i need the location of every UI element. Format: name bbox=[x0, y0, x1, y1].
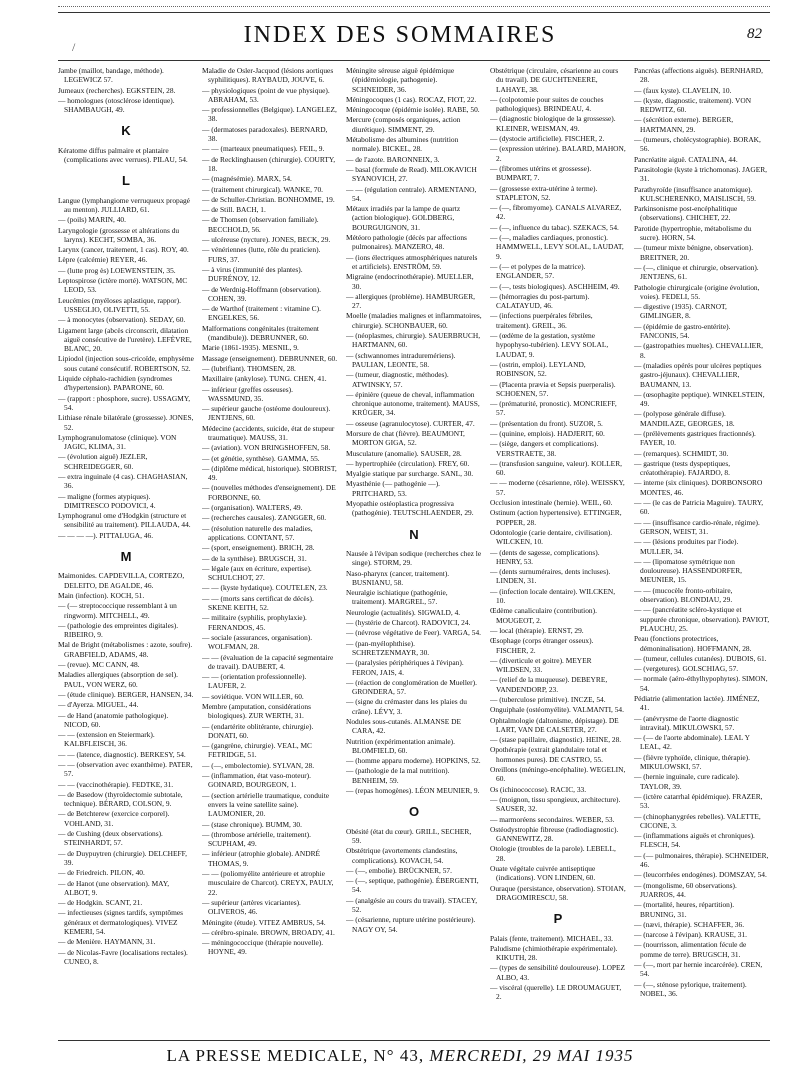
index-entry: — (— pulmonaires, thérapie). SCHNEIDER, 46. bbox=[634, 850, 769, 870]
index-entry: Occlusion intestinale (hernie). WEIL, 60. bbox=[490, 498, 613, 508]
index-entry: Maladies allergiques (absorption de sel). PAUL, VON WERZ, 60. bbox=[58, 670, 178, 689]
index-entry: — épinière (queue de cheval, inflammation chronique autonome, traitement). MAUSS, KRÜGER, 34. bbox=[346, 389, 480, 418]
index-entry: — sociale (assurances, organisation). WOLFMAN, 28. bbox=[202, 632, 313, 652]
index-entry: Maxillaire (ankylose). TUNG. CHEN, 41. bbox=[202, 374, 327, 384]
index-entry: — (expression utérine). BALARD, MAHON, 2. bbox=[490, 144, 626, 163]
index-entry: — (infection locale dentaire). WILCKEN, 10. bbox=[490, 586, 616, 606]
index-entry: — (remarques). SCHMIDT, 30. bbox=[634, 448, 729, 458]
index-entry: — (sport, enseignement). BRICH, 28. bbox=[202, 543, 315, 553]
index-entry: Parkinsonisme post-encéphalitique (observations). CHICHET, 22. bbox=[634, 204, 738, 223]
index-entry: — cérébro-spinale. BROWN, BROADY, 41. bbox=[202, 927, 335, 937]
index-entry: — (colpotomie pour suites de couches pathologiques). BRINDEAU, 4. bbox=[490, 94, 604, 114]
index-entry: — (chinophanygrées rebelles). VALETTE, CICONE, 3. bbox=[634, 811, 761, 830]
index-entry: — (infections puerpérales fébriles, traitement). GREIL, 36. bbox=[490, 311, 593, 330]
index-entry: — (— de l'aorte abdominale). LEAL Y LEAL, 42. bbox=[634, 733, 750, 752]
index-entry: — (stase chronique). BUMM, 30. bbox=[202, 819, 302, 829]
index-entry: Marie (1861-1935). MESNIL, 9. bbox=[202, 343, 299, 353]
index-entry: — (dystocie artificielle). FISCHER, 2. bbox=[490, 134, 605, 144]
index-entry: Mercure (composés organiques, action diurétique). SIMMENT, 29. bbox=[346, 115, 461, 134]
index-entry: — (—, maladies cardiaques, pronostic). HAMMWELL, LEVY SOLAL, LAUDAT, 9. bbox=[490, 233, 624, 261]
index-entry: — de Hand (anatomie pathologique). NICOD, 60. bbox=[58, 710, 169, 729]
index-entry: Lipiodol (injection sous-cricoïde, emphysème sous cutané consécutif. ROBERTSON, 52. bbox=[58, 354, 194, 373]
index-entry: — — (vaccinothérapie). FEDTKE, 31. bbox=[58, 779, 174, 789]
index-column bbox=[202, 66, 338, 1026]
index-entry: Œsophage (corps étranger osseux). FISCHER, 2. bbox=[490, 636, 594, 655]
index-entry: — (néoplasmes, chirurgie). SAUERBRUCH, HARTMANN, 60. bbox=[346, 331, 481, 350]
index-entry: — de Duypuytren (chirurgie). DELCHEFF, 39. bbox=[58, 848, 187, 867]
index-entry: — (épidémie de gastro-entérite). FANCONIS, 54. bbox=[634, 321, 731, 341]
section-letter: N bbox=[409, 526, 419, 542]
index-entry: — (gastropathies mueltes). CHEVALLIER, 8. bbox=[634, 341, 763, 360]
index-entry: — — (marteaux pneumatiques). FEIL, 9. bbox=[202, 144, 325, 154]
index-entry: — ulcéreuse (nycture). JONES, BECK, 29. bbox=[202, 235, 331, 245]
index-entry: — — — —). PITTALUGA, 46. bbox=[58, 530, 154, 540]
index-entry: — (revue). MC CANN, 48. bbox=[58, 660, 140, 670]
index-entry: — (traitement chirurgical). WANKE, 70. bbox=[202, 184, 324, 194]
index-entry: — gastrique (tests dyspeptiques, créatothérapie). FAJARDO, 8. bbox=[634, 458, 731, 478]
index-entry: — (dents de sagesse, complications). HENRY, 53. bbox=[490, 547, 600, 566]
index-entry: — (vergetures). GOLSCHIAG, 57. bbox=[634, 664, 739, 674]
index-entry: Paludisme (chimiothérapie expérimentale). KIKUTH, 28. bbox=[490, 943, 618, 963]
index-entry: Larynx (cancer, traitement, 1 cas). ROY, 40. bbox=[58, 245, 189, 255]
index-entry: Obésité (état du cœur). GRILL, SECHER, 59. bbox=[346, 826, 472, 845]
index-entry: Jambe (maillot, bandage, méthode). LEGEWICZ 57. bbox=[58, 66, 164, 85]
index-entry: — à monocytes (observation). SEDAY, 60. bbox=[58, 315, 186, 325]
index-entry: — basal (formule de Read). MILOKAVICH SYANOVICH, 27. bbox=[346, 164, 477, 184]
index-entry: Pédiatrie (alimentation lactée). JIMÉNEZ, 41. bbox=[634, 694, 760, 713]
index-entry: — (mortalité, heures, répartition). BRUNING, 31. bbox=[634, 900, 735, 919]
margin-mark: / bbox=[72, 40, 76, 54]
index-entry: — (schwannomes intraduremériens). PAULIAN, LEONTE, 58. bbox=[346, 350, 456, 369]
index-entry: Métabolisme des albumines (nutrition normale). BICKEL, 28. bbox=[346, 135, 459, 154]
index-entry: — (tumeur mixte bénigne, observation). BREITNER, 20. bbox=[634, 243, 754, 262]
index-entry: — (moignon, tissu spongieux, architecture). SAUSER, 32. bbox=[490, 794, 621, 814]
footer-journal: LA PRESSE MEDICALE bbox=[166, 1046, 363, 1065]
index-entry: — vénériennes (lutte, rôle du praticien). FURS, 37. bbox=[202, 245, 321, 264]
index-entry: — de Basedow (thyroïdectomie subtotale, technique). BÉRARD, COLSON, 9. bbox=[58, 789, 183, 809]
index-entry: — supérieur (artères vicariantes). OLIVEROS, 46. bbox=[202, 897, 301, 917]
index-entry: — — (insuffisance cardio-rénale, régime). GERSON, WEIST, 31. bbox=[634, 517, 760, 536]
index-columns bbox=[58, 66, 770, 1026]
index-entry: Oreillons (méningo-encéphalite). WEGELIN, 60. bbox=[490, 765, 626, 784]
index-entry: — (stase papillaire, diagnostic). HEINE, 28. bbox=[490, 735, 622, 745]
index-entry: Ouraque (persistance, observation). STOIAN, DRAGOMIRESCU, 58. bbox=[490, 883, 626, 902]
index-entry: — (diverticule et goitre). MEYER WILDSEN, 33. bbox=[490, 655, 592, 675]
index-entry: Lèpre (calcémie) REYER, 46. bbox=[58, 255, 148, 265]
index-entry: Jumeaux (recherches). EGKSTEIN, 28. bbox=[58, 85, 176, 95]
index-entry: — — (kyste hydatique). COUTELEN, 23. bbox=[202, 583, 328, 593]
index-entry: Ouate végétale cuivrée antiseptique (indications). VON LINDEN, 60. bbox=[490, 864, 596, 883]
index-entry: Pathologie chirurgicale (origine évolution, voies). FEDELI, 55. bbox=[634, 282, 760, 301]
index-entry: — (inflammations aiguës et chroniques). FLESCH, 54. bbox=[634, 831, 755, 850]
index-entry: Massage (enseignement). DEBRUNNER, 60. bbox=[202, 353, 338, 363]
index-entry: — (magnésémie). MARX, 54. bbox=[202, 174, 292, 184]
index-entry: — (— et polypes de la matrice). ENGLANDER, 57. bbox=[490, 261, 586, 281]
index-entry: — (névrose végétative de Feer). VARGA, 54. bbox=[346, 628, 481, 638]
index-entry: — (rapport : phosphore, sucre). USSAGMY, 54. bbox=[58, 393, 191, 412]
index-entry: Obstétrique (circulaire, césarienne au cours du travail). DE GUCHTENEERE, LAHAYE, 38. bbox=[490, 66, 619, 94]
index-entry: — (diagnostic biologique de la grossesse). KLEINER, WEISMAN, 49. bbox=[490, 114, 616, 133]
index-entry: — légale (aux en écriture, expertise). SCHULCHOT, 27. bbox=[202, 563, 312, 583]
index-entry: — (pan-myélophthise). SCHRETZENMAYR, 30. bbox=[346, 638, 430, 657]
index-entry: — (faux kyste). CLAVELIN, 10. bbox=[634, 85, 732, 95]
index-entry: Parasitologie (kyste à trichomonas). JAGER, 31. bbox=[634, 164, 768, 184]
index-entry: Musculature (anomalie). SAUSER, 28. bbox=[346, 448, 462, 458]
index-entry: — d'Ayerza. MIGUEL, 44. bbox=[58, 700, 139, 710]
index-entry: Métaux irradiés par la lampe de quartz (action biologique). GOLDBERG, BOURGUIGNON, 31. bbox=[346, 204, 461, 232]
index-entry: Maladie de Osler-Jacquod (lésions aortiques syphilitiques). RAYBAUD, JOUVE, 6. bbox=[202, 66, 334, 85]
index-entry: — (transfusion sanguine, valeur). KOLLER, 60. bbox=[490, 458, 622, 478]
index-entry: Ostinum (action hypertensive). ETTINGER, POPPER, 28. bbox=[490, 508, 622, 527]
index-entry: — physiologiques (point de vue physique). ABRAHAM, 53. bbox=[202, 85, 330, 104]
index-entry: Otologie (troubles de la parole). LEBELL, 28. bbox=[490, 844, 616, 863]
index-entry: Obstétrique (avortements clandestins, complications). KOVACH, 54. bbox=[346, 846, 458, 865]
top-dotted-rule bbox=[58, 6, 770, 7]
index-entry: — — (orientation professionnelle). LAUFER, 2. bbox=[202, 672, 307, 691]
index-entry: Migraine (endocrinothérapie). MUELLER, 30. bbox=[346, 272, 474, 291]
index-entry: — allergiques (problème). HAMBURGER, 27. bbox=[346, 291, 475, 311]
index-entry: Malformations congénitales (traitement (mandibule)). DEBRUNNER, 60. bbox=[202, 323, 319, 343]
index-entry: — (signe du crémaster dans les plaies du crâne). LÉVY, 3. bbox=[346, 697, 467, 716]
index-entry: — hypertrophiée (circulation). FREY, 60. bbox=[346, 458, 470, 468]
index-entry: — (mongolisme, 60 observations). JUARROS, 44. bbox=[634, 880, 737, 899]
index-entry: — de Thomsen (observation familiale). BECCHOLD, 56. bbox=[202, 215, 319, 234]
index-entry: — local (thérapie). ERNST, 29. bbox=[490, 625, 584, 635]
index-entry: Myalgie statique par surcharge. SANL, 30. bbox=[346, 469, 474, 479]
index-entry: Opothérapie (extrait glandulaire total et hormones pures). DE CASTRO, 55. bbox=[490, 745, 607, 764]
index-entry: — osseuse (agranulocytose). CURTER, 47. bbox=[346, 418, 475, 428]
index-entry: — (section artérielle traumatique, conduite envers la veine satellite saine). LAUMONIER, 20. bbox=[202, 790, 330, 819]
index-entry: — (inflammation, état vaso-moteur). GOINARD, BOURGEON, 1. bbox=[202, 771, 311, 790]
index-entry: — (résolution naturelle des maladies, applications. CONTANT, 57. bbox=[202, 523, 313, 542]
section-letter: K bbox=[121, 123, 131, 139]
section-letter: L bbox=[122, 173, 130, 189]
index-entry: — (siège, dangers et complications). VERSTRAETE, 38. bbox=[490, 439, 599, 458]
index-entry: Lymphogranul ome d'Hodgkin (structure et sensibilité au traitement). PILLAUDA, 44. bbox=[58, 511, 191, 530]
index-entry: Liquide céphalo-rachidien (syndromes d'hypertension). PAPARONE, 60. bbox=[58, 374, 173, 393]
index-entry: — (tumeur, diagnostic, méthodes). ATWINSKY, 57. bbox=[346, 370, 449, 389]
index-entry: — (leucorrhées endogènes). DOMSZAY, 54. bbox=[634, 870, 767, 880]
index-entry: — (relief de la muqueuse). DEBEYRE, VANDENDORP, 23. bbox=[490, 675, 608, 694]
index-entry: — — (évaluation de la capacité segmentaire de travail). DAUBERT, 4. bbox=[202, 652, 334, 671]
index-entry: Palais (fente, traitement). MICHAEL, 33. bbox=[490, 933, 614, 943]
index-entry: — (—, clinique et chirurgie, observation). JENTJENS, 61. bbox=[634, 262, 759, 282]
index-entry: Méningocoque (épidémie isolée). RABE, 50. bbox=[346, 105, 480, 115]
index-entry: — (prélèvements gastriques fractionnés). FAYER, 10. bbox=[634, 428, 756, 448]
index-entry: — (ions électriques atmosphériques naturels et artificiels). ENSTRÖM, 59. bbox=[346, 252, 478, 271]
index-entry: — viscéral (querelle). LE DROUMAGUET, 2. bbox=[490, 983, 622, 1002]
index-entry: — (fibromes utérins et grossesse). BUMPART, 7. bbox=[490, 163, 592, 183]
index-entry: Leucémies (myéloses aplastique, rappor). USSEGLIO, OLIVETTI, 55. bbox=[58, 295, 181, 314]
index-entry: Maimonides. CAPDEVILLA, CORTEZO, DELEITO, DE AGALDE, 46. bbox=[58, 571, 185, 590]
index-entry: — (thrombose artérielle, traitement). SCUPHAM, 49. bbox=[202, 829, 311, 849]
index-entry: — (— streptococcique ressemblant à un ringworm). MITCHELL, 49. bbox=[58, 601, 177, 620]
index-entry: — normale (aéro-éthylhypophytes). SIMON, 54. bbox=[634, 674, 768, 693]
index-entry: — (évolution aiguë) JEZLER, SCHREIDEGGER, 60. bbox=[58, 452, 148, 471]
index-entry: — (—, fibromyome). CANALS ALVAREZ, 42. bbox=[490, 203, 622, 222]
index-entry: — (césarienne, rupture utérine postérieure). NAGY OY, 54. bbox=[346, 915, 476, 934]
index-entry: — (quinine, emplois). HADJERIT, 60. bbox=[490, 428, 605, 438]
index-entry: — (Placenta prævia et Sepsis puerperalis). SCHOENEN, 57. bbox=[490, 379, 616, 398]
index-entry: — (analgésie au cours du travail). STACEY, 52. bbox=[346, 895, 478, 915]
page-title: INDEX DES SOMMAIRES bbox=[243, 22, 557, 48]
index-entry: — (dermatoses paradoxales). BERNARD, 38. bbox=[202, 124, 328, 144]
section-letter: O bbox=[408, 804, 420, 820]
index-entry: — (pathologie des empreintes digitales). RIBEIRO, 9. bbox=[58, 620, 179, 640]
index-entry: — (recherches causales). ZANGGER, 60. bbox=[202, 513, 327, 523]
index-entry: — (réaction de conglomération de Mueller). GRONDERA, 57. bbox=[346, 677, 477, 697]
index-entry: Ophtalmologie (daltonisme, dépistage). DE LART, VAN DE CALSETER, 27. bbox=[490, 715, 619, 734]
index-column bbox=[346, 66, 482, 1026]
index-entry: — de Cushing (deux observations). STEINHARDT, 57. bbox=[58, 829, 163, 848]
index-entry: — (œsophagite peptique). WINKELSTEIN, 49. bbox=[634, 389, 765, 409]
index-entry: — (homme apparu moderne). HOPKINS, 52. bbox=[346, 756, 481, 766]
index-entry: Neurologie (actualités). SIGWALD, 4. bbox=[346, 607, 461, 617]
index-entry: — de Hanot (une observation). MAY, ALBOT, 9. bbox=[58, 878, 170, 897]
page-number: 82 bbox=[747, 26, 762, 42]
index-entry: — (—, mort par hernie incarcérée). CREN, 54. bbox=[634, 960, 763, 979]
index-entry: — (diplôme médical, historique). SIOBRIST, 49. bbox=[202, 463, 337, 483]
index-entry: — (tumeur, cellules cutanées). DUBOIS, 61. bbox=[634, 653, 767, 663]
index-entry: — infectieuses (signes tardifs, symptômes généraux et dermatologiques). VIVEZ KEMERI, 54. bbox=[58, 908, 184, 937]
index-entry: — (endartérite oblitérante, chirurgie). DONATI, 60. bbox=[202, 721, 314, 740]
index-entry: — professionnelles (Belgique). LANGELEZ, 38. bbox=[202, 105, 337, 124]
index-entry: — (lutte prog ès) LOEWENSTEIN, 35. bbox=[58, 265, 176, 275]
index-entry: — — (lipomatose symétrique non douloureuse). HASSENDORFER, MEUNIER, 15. bbox=[634, 556, 743, 585]
index-entry: — (repas homogènes). LÉON MEUNIER, 9. bbox=[346, 786, 480, 796]
index-entry: — de Warthof (traitement : vitamine C). ENGELKES, 56. bbox=[202, 304, 321, 323]
index-entry: — supérieur gauche (ostéome douloureux). JENTJENS, 60. bbox=[202, 404, 331, 423]
index-entry: — — (latence, diagnostic). BERKESY, 54. bbox=[58, 749, 186, 759]
index-entry: Peau (fonctions protectrices, démoninalisation). HOFFMANN, 28. bbox=[634, 634, 752, 653]
index-entry: — de Betchterew (exercice corporel). VOHLAND, 31. bbox=[58, 809, 170, 828]
index-entry: — militaire (syphilis, prophylaxie). FERNANDOS, 45. bbox=[202, 613, 307, 632]
index-entry: — de Werdnig-Hoffmann (observation). COHEN, 39. bbox=[202, 284, 321, 303]
index-entry: — de Schuller-Christian. BONHOMME, 19. bbox=[202, 194, 335, 204]
index-entry: Météoro pathologie (décès par affections pulmonaires). MANZERO, 48. bbox=[346, 233, 467, 252]
index-entry: Main (infection). KOCH, 51. bbox=[58, 590, 145, 600]
index-entry: — (hémorragies du post-partum). CALATAYUD, 46. bbox=[490, 291, 590, 311]
index-entry: Leptospirose (ictère morté). WATSON, MC LEOD, 53. bbox=[58, 276, 188, 295]
index-entry: Membre (amputation, considérations biologiques). ZUR WERTH, 31. bbox=[202, 702, 311, 721]
index-entry: — homologues (otosclérose identique). SHAMBAUGH, 49. bbox=[58, 95, 175, 115]
index-entry: Parotide (hypertrophie, métabolisme du sucre). HORN, 54. bbox=[634, 223, 752, 243]
index-entry: — maligne (formes atypiques). DIMITRESCO PODOVICI, 4. bbox=[58, 491, 156, 510]
index-entry: Médecine (accidents, suicide, état de stupeur traumatique). MAUSS, 31. bbox=[202, 423, 335, 442]
index-entry: — (tumeurs, cholécystographie). BORAK, 56. bbox=[634, 135, 761, 154]
index-entry: — (—, influence du tabac). SZEKACS, 54. bbox=[490, 222, 619, 232]
index-entry: Odontologie (carie dentaire, civilisation). WILCKEN, 10. bbox=[490, 527, 613, 547]
index-entry: Langue (lymphangiome verruqueux propagé au menton). JULLIARD, 61. bbox=[58, 195, 190, 214]
footer-issue: N° 43, bbox=[373, 1046, 425, 1065]
index-entry: — interne (six cliniques). DORBONSORO MONTES, 46. bbox=[634, 478, 763, 497]
index-entry: — de Still. BACH, 1. bbox=[202, 205, 266, 215]
index-column bbox=[490, 66, 626, 1026]
index-entry: Onguiphale (ostéomyélite). VALMANTI, 54. bbox=[490, 705, 624, 715]
index-entry: Méningocoques (1 cas). ROCAZ, FIOT, 22. bbox=[346, 94, 477, 104]
index-entry: — (et génétie, synthèse). GAMMA, 55. bbox=[202, 453, 320, 463]
index-entry: — de Hodgkin. SCANT, 21. bbox=[58, 898, 143, 908]
index-entry: — (—, septique, pathogénie). ÉBERGENTI, 54. bbox=[346, 876, 479, 895]
index-entry: — (prématurité, pronostic). MONCRIEFF, 57. bbox=[490, 399, 617, 418]
index-entry: — (narcose à l'évipan). KRAUSE, 31. bbox=[634, 930, 747, 940]
index-entry: Méningite séreuse aiguë épidémique (épidémiologie, pathogenie). SCHNEIDER, 36. bbox=[346, 66, 455, 94]
index-entry: Lymphogranulomatose (clinique). VON JAGIC, KLIMA, 31. bbox=[58, 432, 177, 452]
footer-rule bbox=[58, 1040, 770, 1041]
index-entry: Kératome diffus palmaire et plantaire (complications avec verrues). PILAU, 54. bbox=[58, 145, 188, 165]
index-entry: — — (mucocèle fronto-orbitaire, observation). BLONDIAU, 29. bbox=[634, 585, 733, 605]
index-entry: — (nouvelles méthodes d'enseignement). DE FORBONNE, 60. bbox=[202, 483, 336, 502]
index-entry: — de l'azote. BARONNEIX, 3. bbox=[346, 154, 440, 164]
index-column bbox=[634, 66, 770, 1026]
index-entry: — (kyste, diagnostic, traitement). VON REDWITZ, 60. bbox=[634, 95, 752, 115]
index-entry: Moelle (maladies malignes et inflammatoires, chirurgie). SCHONBAUER, 60. bbox=[346, 311, 482, 330]
index-entry: Œdème canaliculaire (contribution). MOUGEOT, 2. bbox=[490, 606, 597, 625]
index-entry: — méningococcique (thérapie nouvelle). HOYNE, 49. bbox=[202, 938, 324, 957]
index-entry: — — (le cas de Patricia Maguire). TAURY, 60. bbox=[634, 498, 764, 517]
index-entry: — (hystérie de Charcot). RADOVICI, 24. bbox=[346, 618, 471, 628]
index-entry: — (gangrène, chirurgie). VEAL, MC FETRIDGE, 51. bbox=[202, 741, 312, 760]
index-entry: — — (observation avec exanthème). PATER, 57. bbox=[58, 760, 193, 779]
index-entry: Ligament large (abcès circonscrit, dilatation aiguë consécutive de l'uretère). LEFÈVRE, BLANC, 20. bbox=[58, 325, 192, 354]
index-entry: — inférieur (greffes osseuses). WASSMUND, 35. bbox=[202, 384, 293, 403]
index-entry: — (paralysies périphériques à l'évipan). FERON, JAIS, 4. bbox=[346, 658, 464, 677]
index-entry: Pancréas (affections aiguës). BERNHARD, 28. bbox=[634, 66, 763, 85]
index-entry: Méningite (étude). VITEZ AMBRUS, 54. bbox=[202, 917, 326, 927]
footer-date: MERCREDI, 29 MAI 1935 bbox=[429, 1046, 634, 1065]
index-entry: — de la synthèse). BRUGSCH, 31. bbox=[202, 553, 307, 563]
top-rule bbox=[58, 12, 770, 13]
index-entry: — (hernie inguinale, cure radicale). TAYLOR, 39. bbox=[634, 772, 740, 791]
index-entry: — — (poliomyélite antérieure et atrophie musculaire de Charcot). CREYX, PAULY, 22. bbox=[202, 869, 334, 897]
index-entry: Ostéodystrophie fibreuse (radiodiagnostic). GANNEWITZ, 28. bbox=[490, 824, 619, 844]
index-entry: — (ictère catarrhal épidémique). FRAZER, 53. bbox=[634, 791, 763, 811]
index-entry: — (présentation du front). SUZOR, 5. bbox=[490, 418, 603, 428]
index-entry: — (—, embolectomie). SYLVAN, 28. bbox=[202, 760, 315, 770]
index-entry: — (lubrifiant). THOMSEN, 28. bbox=[202, 363, 296, 373]
header-rule bbox=[58, 60, 770, 61]
index-entry: — (poils) MARIN, 40. bbox=[58, 215, 126, 225]
index-entry: — (fièvre typhoïde, clinique, thérapie). MIKULOWSKI, 57. bbox=[634, 752, 750, 772]
index-entry: — soviétique. VON WILLER, 60. bbox=[202, 691, 304, 701]
index-entry: Os (ichinococcose). RACIC, 33. bbox=[490, 784, 587, 794]
index-entry: Myasthénie (— pathogénie —). PRITCHARD, 53. bbox=[346, 479, 440, 498]
index-entry: — inférieur (atrophie globale). ANDRÉ THOMAS, 9. bbox=[202, 849, 321, 868]
index-entry: — (anévrysme de l'aorte diagnostic intravital). MIKULOWSKI, 57. bbox=[634, 713, 739, 732]
index-entry: Morsure de chat (fièvre). BEAUMONT, MORTON GIGA, 52. bbox=[346, 428, 465, 448]
index-entry: — (pathologie de la mal nutrition). BENHEIM, 59. bbox=[346, 766, 450, 785]
index-entry: — (œdème de la gestation, système hypophyso-tubérien). LEVY SOLAL, LAUDAT, 9. bbox=[490, 331, 609, 359]
index-entry: Neuralgie ischiatique (pathogénie, traitement). MARGREL, 57. bbox=[346, 588, 448, 607]
index-entry: — (—, tests biologiques). ASCHHEIM, 49. bbox=[490, 281, 620, 291]
index-entry: — extra inguinale (4 cas). CHAGHASIAN, 36. bbox=[58, 471, 188, 491]
index-entry: — — (régulation centrale). ARMENTANO, 54. bbox=[346, 184, 477, 203]
index-entry: — (—, embolie). BRÜCKNER, 57. bbox=[346, 865, 452, 875]
index-entry: — digestive (1935). CARNOT, GIMLINGER, 8. bbox=[634, 302, 727, 321]
section-letter: M bbox=[120, 549, 132, 565]
index-entry: — — (extension en Steiermark). KALBFLEISCH, 36. bbox=[58, 730, 155, 749]
index-entry: Laryngologie (grossesse et altérations du larynx). KECHT, SOMBA, 36. bbox=[58, 225, 180, 244]
index-entry: — — (pancréatite scléro-kystique et suppurée chronique, observation). PAVIOT, PLAUCHU, 25. bbox=[634, 605, 770, 633]
index-entry: — (dents surnuméraires, dents incluses). LINDEN, 31. bbox=[490, 567, 611, 586]
index-entry: — (nourrisson, alimentation fécule de pomme de terre). BRUGSCH, 31. bbox=[634, 940, 747, 959]
page-footer: LA PRESSE MEDICALE, N° 43, MERCREDI, 29 MAI 1935 bbox=[166, 1046, 634, 1065]
index-entry: Parathyroïde (insuffisance anatomique). KULSCHERENKO, MAISLISCH, 59. bbox=[634, 184, 756, 203]
index-entry: — (types de sensibilité douloureuse). LOPEZ ALBO, 43. bbox=[490, 963, 626, 982]
index-entry: — de Friedreich. PILON, 40. bbox=[58, 868, 145, 878]
index-entry: Nausée à l'évipan sodique (recherches chez le singe). STORM, 29. bbox=[346, 548, 482, 568]
index-entry: — (ostrin, emploi). LEYLAND, ROBINSON, 52. bbox=[490, 359, 586, 379]
index-entry: — de Recklinghausen (chirurgie). COURTY, 18. bbox=[202, 154, 336, 173]
index-entry: Mal de Bright (métabolismes : azote, soufre). GRABFIELD, ADAMS, 48. bbox=[58, 640, 193, 659]
index-entry: — (étude clinique). BERGER, HANSEN, 34. bbox=[58, 689, 194, 699]
index-entry: Nutrition (expérimentation animale). BLOMFIELD, 60. bbox=[346, 736, 455, 755]
index-entry: — marmoréens secondaires. WEBER, 53. bbox=[490, 814, 615, 824]
index-entry: — à virus (immunité des plantes). DUFRÉNOY, 12. bbox=[202, 264, 303, 284]
index-entry: — de Menière. HAYMANN, 31. bbox=[58, 937, 156, 947]
index-entry: — (—, sténose pylorique, traitement). NOBEL, 36. bbox=[634, 979, 747, 998]
index-entry: — de Nicolas-Favre (localisations rectales). CUNEO, 8. bbox=[58, 947, 188, 966]
index-entry: — (tuberculose primitive). INCZE, 54. bbox=[490, 695, 606, 704]
index-entry: — (organisation). WALTERS, 49. bbox=[202, 503, 303, 513]
index-entry: — — moderne (césarienne, rôle). WEISSKY, 57. bbox=[490, 478, 625, 497]
index-entry: — (grossesse extra-utérine à terme). STAPLETON, 52. bbox=[490, 183, 598, 202]
index-entry: Nodules sous-cutanés. ALMANSE DE CARA, 42. bbox=[346, 717, 461, 736]
index-entry: Naso-pharynx (cancer, traitement). BUSNIANU, 58. bbox=[346, 568, 450, 587]
index-entry: Myopathie ostéoplastica progressiva (pathogénie). TEUTSCHLAENDER, 29. bbox=[346, 499, 474, 518]
index-entry: Pancréatite aiguë. CATALINA, 44. bbox=[634, 154, 738, 164]
section-letter: P bbox=[553, 911, 563, 927]
index-entry: — (aviation). VON BRINGSHOFFEN, 58. bbox=[202, 443, 331, 453]
index-column bbox=[58, 66, 194, 1026]
index-entry: — (maladies opérés pour ulcères peptiques gastro-jéjunaux). CHEVALLIER, BAUMANN, 13. bbox=[634, 360, 762, 389]
index-entry: Lithiase rénale bilatérale (grossesse). JONES, 52. bbox=[58, 413, 194, 432]
index-entry: — — (lésions produites par l'iode). MULLER, 34. bbox=[634, 537, 739, 556]
index-entry: — (sécrétion externe). BERGER, HARTMANN, 29. bbox=[634, 115, 734, 134]
index-entry: — (nævi, thérapie). SCHAFFER, 36. bbox=[634, 919, 745, 929]
index-entry: — — (morts sans certificat de décès). SKENE KEITH, 52. bbox=[202, 593, 314, 613]
index-entry: — (polypose générale diffuse). MANDILAZE, GEORGES, 18. bbox=[634, 409, 735, 428]
